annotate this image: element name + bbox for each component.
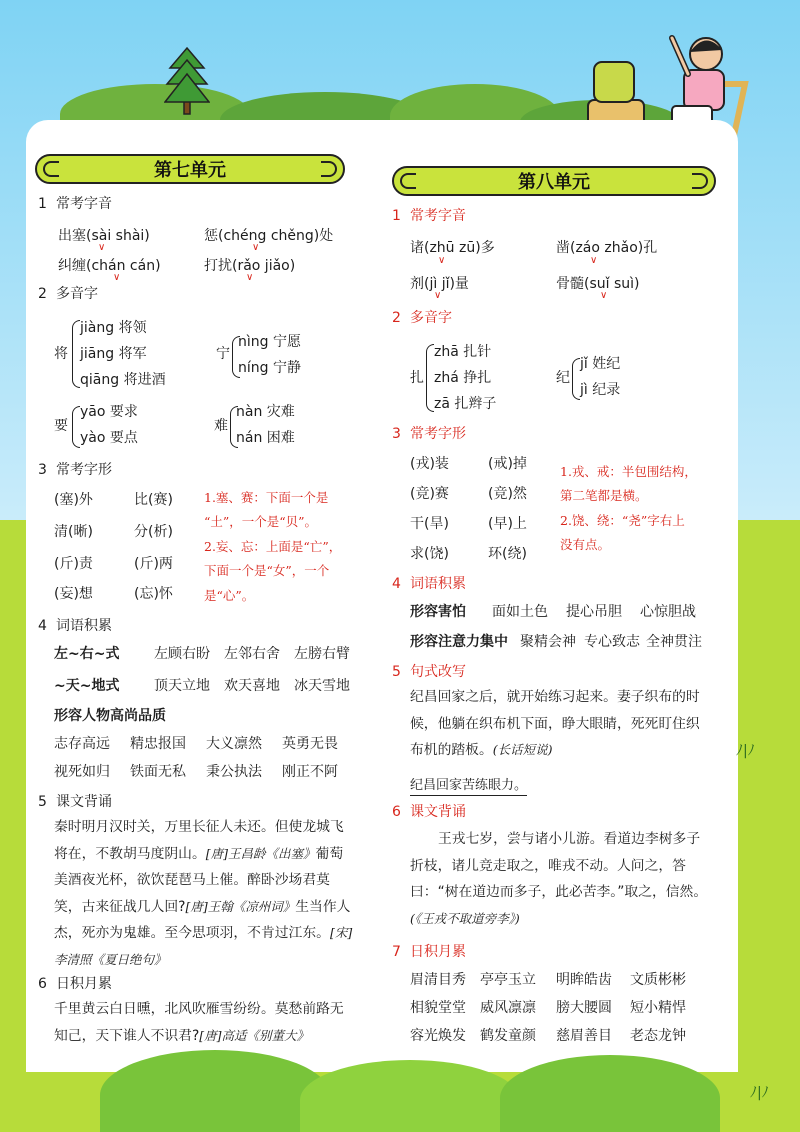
word-item: 精忠报国 [130, 736, 186, 752]
word-item: 左顾右盼 [154, 646, 210, 662]
unit8-banner [392, 166, 716, 196]
checkmark-icon: ∨ [438, 255, 446, 266]
checkmark-icon: ∨ [98, 242, 106, 253]
word-category: 形容人物高尚品质 [54, 708, 166, 724]
word-item: 聚精会神 [520, 634, 576, 650]
checkmark-icon: ∨ [246, 272, 254, 283]
idiom-item: 文质彬彬 [630, 972, 686, 988]
brace [72, 320, 80, 388]
form-item: (竞)然 [488, 486, 527, 502]
word-item: 刚正不阿 [282, 764, 338, 780]
form-item: (戒)掉 [488, 456, 527, 472]
pron-item: 骨髓(suǐ suì) [556, 276, 640, 292]
polyphone-char: 扎 [410, 370, 424, 386]
unit7-section6-heading: 6 日积月累 [38, 976, 112, 992]
sentence-rewrite: 纪昌回家之后，就开始练习起来。妻子织布的时候，他躺在织布机下面，睁大眼睛，死死盯住织布机的踏板。(长话短说) [410, 689, 700, 758]
form-item: 分(析) [134, 524, 173, 540]
form-item: (妄)想 [54, 586, 93, 602]
unit7-section3-heading: 3 常考字形 [38, 462, 112, 478]
idiom-item: 鹤发童颜 [480, 1028, 536, 1044]
checkmark-icon: ∨ [434, 290, 442, 301]
word-category: 左~右~式 [54, 646, 120, 662]
word-item: 专心致志 [584, 634, 640, 650]
poem-recitation: 秦时明月汉时关，万里长征人未还。但使龙城飞将在，不教胡马度阴山。[唐]王昌龄《出塞》葡萄美酒夜光杯，欲饮琵琶马上催。醉卧沙场君莫笑，古来征战几人回?[唐]王翰《凉州词》生当作人杰，死亦为鬼雄。至今思项羽，不肯过江东。[宋]李清照《夏日绝句》 [54, 819, 353, 967]
pron-item: 出塞(sài shài) [58, 228, 150, 244]
form-item: (斤)责 [54, 556, 93, 572]
polyphone-char: 难 [214, 418, 228, 434]
pron-item: 诸(zhū zū)多 [410, 240, 495, 256]
brace [572, 358, 580, 400]
idiom-item: 膀大腰圆 [556, 1000, 612, 1016]
polyphone-line: qiāng 将进酒 [80, 372, 166, 388]
word-item: 欢天喜地 [224, 678, 280, 694]
unit8-section1-heading: 1 常考字音 [392, 208, 466, 224]
word-item: 铁面无私 [130, 764, 186, 780]
polyphone-line: zhā 扎针 [434, 344, 492, 360]
unit7-title: 第七单元 [154, 160, 226, 181]
polyphone-line: jiàng 将领 [80, 320, 147, 336]
word-item: 左膀右臂 [294, 646, 350, 662]
idiom-item: 明眸皓齿 [556, 972, 612, 988]
unit7-section2-heading: 2 多音字 [38, 286, 98, 302]
brace [72, 406, 80, 448]
word-item: 大义凛然 [206, 736, 262, 752]
unit8-title: 第八单元 [518, 172, 590, 193]
form-item: (斤)两 [134, 556, 173, 572]
word-item: 秉公执法 [206, 764, 262, 780]
form-item: 环(绕) [488, 546, 527, 562]
idiom-item: 容光焕发 [410, 1028, 466, 1044]
word-item: 英勇无畏 [282, 736, 338, 752]
checkmark-icon: ∨ [590, 255, 598, 266]
unit8-section7-heading: 7 日积月累 [392, 944, 466, 960]
word-item: 心惊胆战 [640, 604, 696, 620]
word-category: ~天~地式 [54, 678, 120, 694]
pron-item: 纠缠(chán cán) [58, 258, 161, 274]
idiom-item: 老态龙钟 [630, 1028, 686, 1044]
poem-accumulation: 千里黄云白日曛，北风吹雁雪纷纷。莫愁前路无知己，天下谁人不识君?[唐]高适《别董大》 [54, 1001, 344, 1044]
polyphone-line: jǐ 姓纪 [580, 356, 621, 372]
form-item: (塞)外 [54, 492, 93, 508]
form-item: (早)上 [488, 516, 527, 532]
tree-icon [164, 46, 210, 116]
polyphone-char: 纪 [556, 370, 570, 386]
polyphone-char: 宁 [216, 346, 230, 362]
pron-item: 惩(chéng chěng)处 [204, 228, 334, 244]
unit7-section4-heading: 4 词语积累 [38, 618, 112, 634]
polyphone-line: níng 宁静 [238, 360, 301, 376]
form-item: 求(饶) [410, 546, 449, 562]
polyphone-line: zhá 挣扎 [434, 370, 492, 386]
polyphone-line: yào 要点 [80, 430, 138, 446]
word-item: 左邻右舍 [224, 646, 280, 662]
backpack-icon [594, 62, 634, 102]
checkmark-icon: ∨ [113, 272, 121, 283]
unit8-section6-heading: 6 课文背诵 [392, 804, 466, 820]
unit7-banner [35, 154, 345, 184]
hill [300, 1060, 520, 1132]
word-category: 形容害怕 [410, 604, 466, 620]
word-item: 视死如归 [54, 764, 110, 780]
hill [100, 1050, 330, 1132]
polyphone-line: jiāng 将军 [80, 346, 147, 362]
grass-tuft-icon: ﾉ|ﾉ [750, 1085, 769, 1101]
unit7-section5-heading: 5 课文背诵 [38, 794, 112, 810]
classical-text-recitation: 王戎七岁，尝与诸小儿游。看道边李树多子折枝，诸儿竞走取之，唯戎不动。人问之，答曰：“树在道边而多子，此必苦李。”取之，信然。(《王戎不取道旁李》) [410, 831, 708, 926]
polyphone-line: jì 纪录 [580, 382, 621, 398]
brace [426, 344, 434, 412]
form-item: (竞)赛 [410, 486, 449, 502]
grass-tuft-icon: ﾉ|ﾉ [736, 743, 755, 759]
polyphone-line: yāo 要求 [80, 404, 138, 420]
idiom-item: 短小精悍 [630, 1000, 686, 1016]
word-item: 顶天立地 [154, 678, 210, 694]
polyphone-char: 将 [54, 346, 68, 362]
hill [500, 1055, 720, 1132]
word-category: 形容注意力集中 [410, 634, 508, 650]
form-item: 干(旱) [410, 516, 449, 532]
idiom-item: 相貌堂堂 [410, 1000, 466, 1016]
pron-item: 打扰(rǎo jiǎo) [204, 258, 296, 274]
form-item: 清(晰) [54, 524, 93, 540]
form-item: 比(赛) [134, 492, 173, 508]
polyphone-line: nán 困难 [236, 430, 295, 446]
checkmark-icon: ∨ [252, 242, 260, 253]
pron-item: 剂(jì jǐ)量 [410, 276, 469, 292]
word-item: 提心吊胆 [566, 604, 622, 620]
unit8-section5-heading: 5 句式改写 [392, 664, 466, 680]
word-item: 面如土色 [492, 604, 548, 620]
idiom-item: 眉清目秀 [410, 972, 466, 988]
polyphone-line: nìng 宁愿 [238, 334, 301, 350]
pron-item: 凿(záo zhǎo)孔 [556, 240, 658, 256]
form-note: 1.塞、赛：下面一个是 “土”，一个是“贝”。 2.妄、忘：上面是“亡”， 下面一个是“女”，一个 是“心”。 [204, 490, 342, 603]
unit8-section3-heading: 3 常考字形 [392, 426, 466, 442]
form-item: (忘)怀 [134, 586, 173, 602]
idiom-item: 慈眉善目 [556, 1028, 612, 1044]
unit8-section4-heading: 4 词语积累 [392, 576, 466, 592]
polyphone-char: 要 [54, 418, 68, 434]
idiom-item: 亭亭玉立 [480, 972, 536, 988]
unit7-section1-heading: 1 常考字音 [38, 196, 112, 212]
polyphone-line: zā 扎辫子 [434, 396, 497, 412]
rewrite-answer: 纪昌回家苦练眼力。 [410, 774, 527, 796]
idiom-item: 威风凛凛 [480, 1000, 536, 1016]
form-note: 1.戎、戒：半包围结构， 第二笔都是横。 2.饶、绕：“尧”字右上 没有点。 [560, 464, 697, 553]
word-item: 冰天雪地 [294, 678, 350, 694]
form-item: (戎)装 [410, 456, 449, 472]
polyphone-line: nàn 灾难 [236, 404, 295, 420]
checkmark-icon: ∨ [600, 290, 608, 301]
unit8-section2-heading: 2 多音字 [392, 310, 452, 326]
word-item: 全神贯注 [646, 634, 702, 650]
word-item: 志存高远 [54, 736, 110, 752]
